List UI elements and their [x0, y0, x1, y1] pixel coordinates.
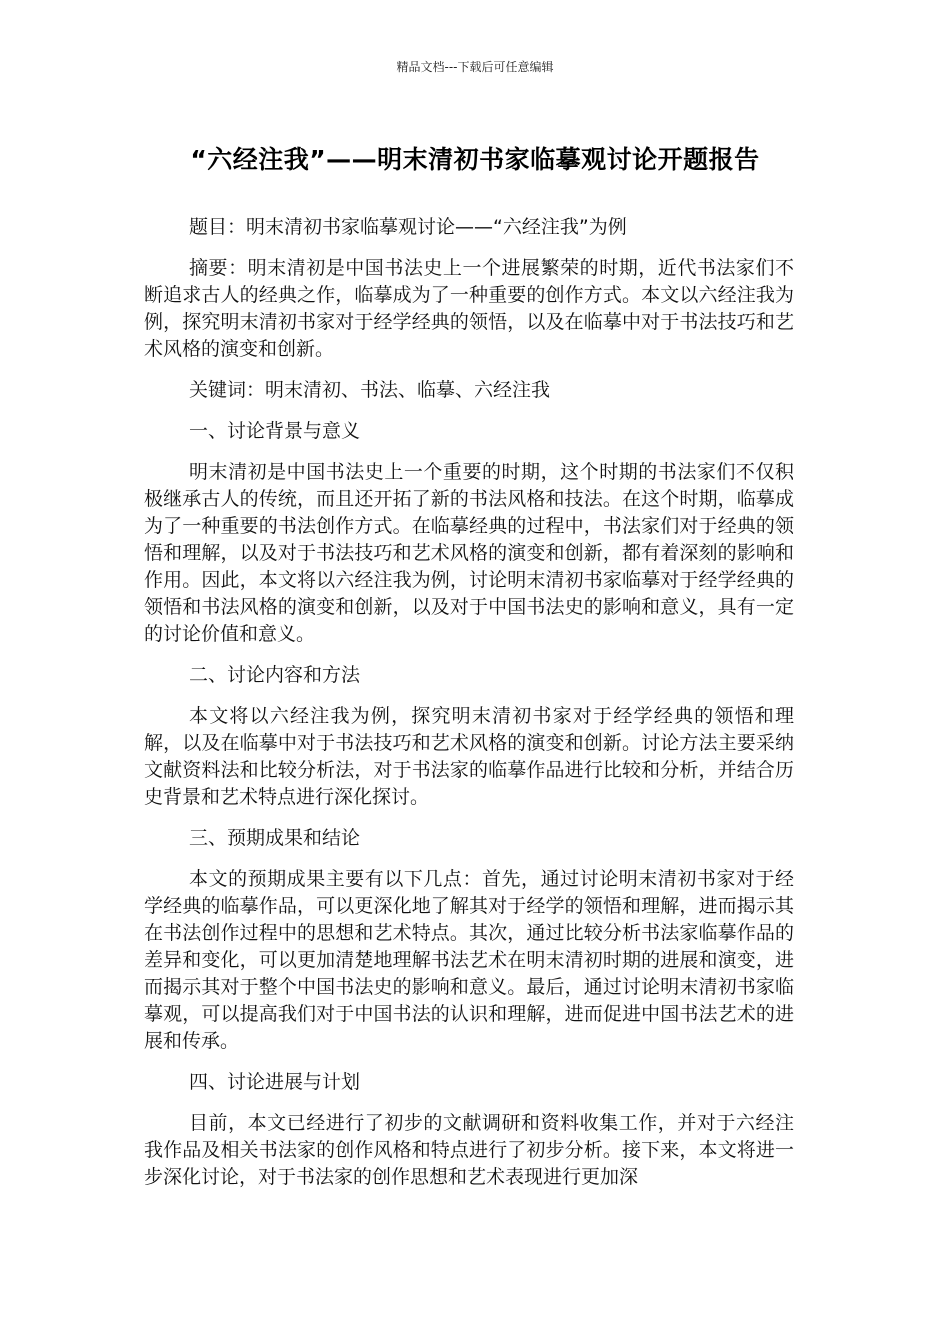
section-text-expected-results: 本文的预期成果主要有以下几点：首先，通过讨论明末清初书家对于经学经典的临摹作品，可以更深化地了解其对于经学的领悟和理解，进而揭示其在书法创作过程中的思想和艺术特点。其次，通过比较分析书法家临摹作品的差异和变化，可以更加清楚地理解书法艺术在明末清初时期的进展和演变，进而揭示其对于整个中国书法史的影响和意义。最后，通过讨论明末清初书家临摹观，可以提高我们对于中国书法的认识和理解，进而促进中国书法艺术的进展和传承。 [144, 868, 794, 1052]
section-heading-background: 一、讨论背景与意义 [189, 420, 361, 442]
topic-line: 题目：明末清初书家临摹观讨论——“六经注我”为例 [189, 216, 627, 238]
section-heading-progress-plan: 四、讨论进展与计划 [189, 1071, 361, 1093]
section-heading-content-method: 二、讨论内容和方法 [189, 664, 361, 686]
page-header-watermark: 精品文档---下载后可任意编辑 [396, 60, 554, 74]
document-title: “六经注我”——明末清初书家临摹观讨论开题报告 [190, 145, 760, 174]
section-text-progress-plan: 目前，本文已经进行了初步的文献调研和资料收集工作，并对于六经注我作品及相关书法家的创作风格和特点进行了初步分析。接下来，本文将进一步深化讨论，对于书法家的创作思想和艺术表现进行更加深 [144, 1112, 794, 1188]
document-body [144, 214, 794, 1205]
section-text-background: 明末清初是中国书法史上一个重要的时期，这个时期的书法家们不仅积极继承古人的传统，而且还开拓了新的书法风格和技法。在这个时期，临摹成为了一种重要的书法创作方式。在临摹经典的过程中，书法家们对于经典的领悟和理解，以及对于书法技巧和艺术风格的演变和创新，都有着深刻的影响和作用。因此，本文将以六经注我为例，讨论明末清初书家临摹对于经学经典的领悟和书法风格的演变和创新，以及对于中国书法史的影响和意义，具有一定的讨论价值和意义。 [144, 461, 794, 645]
keywords-line: 关键词：明末清初、书法、临摹、六经注我 [189, 379, 551, 401]
abstract-paragraph: 摘要：明末清初是中国书法史上一个进展繁荣的时期，近代书法家们不断追求古人的经典之作，临摹成为了一种重要的创作方式。本文以六经注我为例，探究明末清初书家对于经学经典的领悟，以及在临摹中对于书法技巧和艺术风格的演变和创新。 [144, 257, 794, 360]
section-heading-expected-results: 三、预期成果和结论 [189, 827, 361, 849]
section-text-content-method: 本文将以六经注我为例，探究明末清初书家对于经学经典的领悟和理解，以及在临摹中对于书法技巧和艺术风格的演变和创新。讨论方法主要采纳文献资料法和比较分析法，对于书法家的临摹作品进行比较和分析，并结合历史背景和艺术特点进行深化探讨。 [144, 705, 794, 808]
